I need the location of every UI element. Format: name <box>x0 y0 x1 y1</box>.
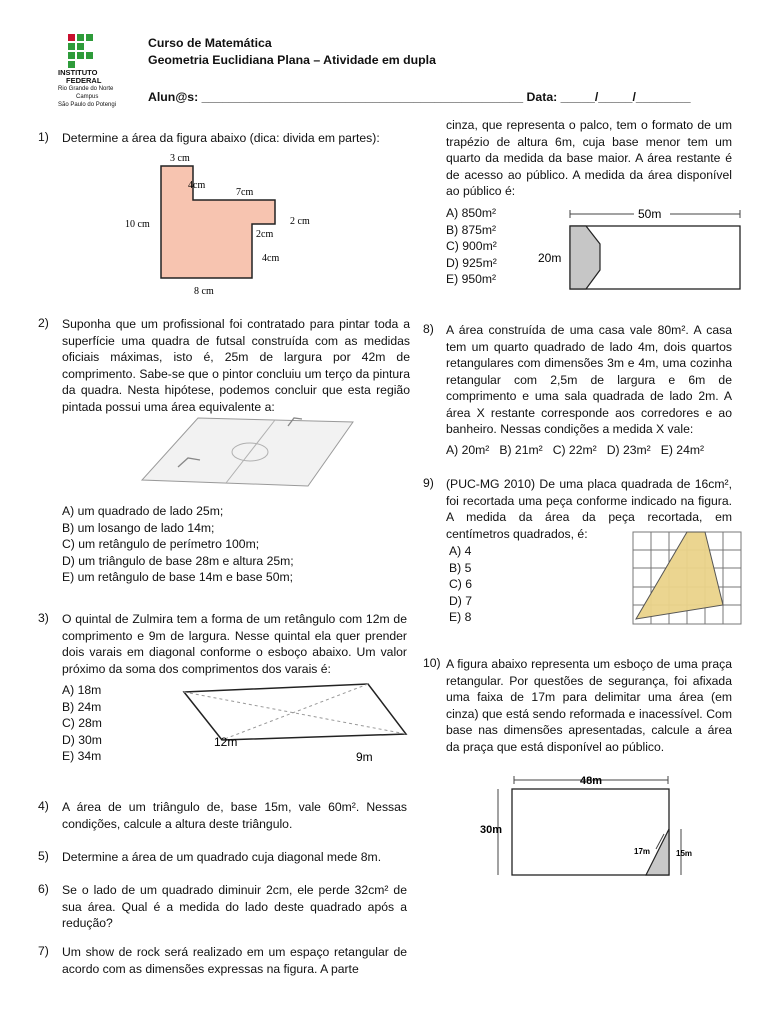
q9-grid-figure <box>632 531 744 627</box>
logo-line2: FEDERAL <box>66 76 102 85</box>
logo-text <box>58 69 138 109</box>
q9-number: 9) <box>423 476 434 490</box>
q8-option-e: E) 24m² <box>660 443 705 457</box>
q2-option-a: A) um quadrado de lado 25m; <box>62 504 224 518</box>
q9-option-d: D) 7 <box>449 593 473 608</box>
q3-label-len: 12m <box>214 735 238 749</box>
q8-text: A área construída de uma casa vale 80m². A casa tem um quarto quadrado de lado 4m, dois quartos retangulares com dimensões 3m e 4m, uma cozinha retangular com 2,5m de largura e 6m de comprimento e uma sala quadrada de lado 2m. A área X restante corresponde aos corredores e ao banheiro. Nessas condições a medida X vale: <box>446 323 732 436</box>
q5-number: 5) <box>38 849 49 863</box>
q3-option-a: A) 18m <box>62 683 102 697</box>
q9-option-a: A) 4 <box>449 544 472 558</box>
q7-options <box>446 205 497 288</box>
q4-number: 4) <box>38 799 49 813</box>
logo-line1: INSTITUTO <box>58 68 98 77</box>
institution-logo <box>48 32 144 114</box>
q6-number: 6) <box>38 882 49 896</box>
q2-number: 2) <box>38 316 49 330</box>
q9-option-c: C) 6 <box>449 577 473 591</box>
q5-text: Determine a área de um quadrado cuja diagonal mede 8m. <box>62 850 382 864</box>
q2-text: Suponha que um profissional foi contratado para pintar toda a superfície uma quadra de futsal construída com as medidas oficiais máximas, isto é, 25m de largura por 42m de comprimento. Sabe-se que o pintor concluiu um terço da pintura da quadra. Nesta hipótese, podemos concluir que esta região pintada possui uma área equivalente a: <box>62 317 410 414</box>
q1-label-c: 2 cm <box>290 216 310 227</box>
q1-figure <box>118 148 318 298</box>
q10-label-side: 15m <box>676 849 693 858</box>
q9-options <box>449 543 472 626</box>
q3-number: 3) <box>38 611 49 625</box>
q3-text: O quintal de Zulmira tem a forma de um retângulo com 12m de comprimento e 9m de largura. Nesse quintal ela quer prender dois varais em diagonal conforme o esboço abaixo. Um valor próximo da soma dos comprimentos dos varais é: <box>62 612 407 676</box>
q10-label-len: 48m <box>580 775 603 787</box>
q1-label-d: 2cm <box>256 229 274 240</box>
q3-option-c: C) 28m <box>62 716 102 730</box>
q7-number: 7) <box>38 944 49 958</box>
logo-line4: Campus <box>76 94 99 100</box>
q3-yard-figure <box>176 676 426 776</box>
q8-option-d: D) 23m² <box>606 443 651 457</box>
q1-text: Determine a área da figura abaixo (dica: divida em partes): <box>62 131 380 145</box>
subject-title: Geometria Euclidiana Plana – Atividade em dupla <box>148 53 436 67</box>
q4-text: A área de um triângulo de, base 15m, vale 60m². Nessas condições, calcule a altura deste triângulo. <box>62 800 407 831</box>
q1-label-left: 10 cm <box>125 219 150 230</box>
q10-label-wid: 30m <box>480 824 503 836</box>
q1-label-top: 3 cm <box>170 153 190 164</box>
q8-option-b: B) 21m² <box>499 443 543 457</box>
q10-number: 10) <box>423 656 441 670</box>
q7-option-e: E) 950m² <box>446 272 497 286</box>
q1-label-bottom: 8 cm <box>194 286 214 297</box>
q9-option-b: B) 5 <box>449 560 472 575</box>
q1-label-b: 7cm <box>236 187 254 198</box>
q7-option-d: D) 925m² <box>446 255 497 270</box>
q7-venue-figure <box>534 204 744 294</box>
q10-square-figure <box>476 772 720 882</box>
q3-option-e: E) 34m <box>62 749 102 763</box>
logo-line5: São Paulo do Potengi <box>58 102 117 108</box>
q3-option-b: B) 24m <box>62 699 102 714</box>
q6-text: Se o lado de um quadrado diminuir 2cm, ele perde 32cm² de sua área. Qual é a medida do lado deste quadrado após a redução? <box>62 883 407 930</box>
q9-text: (PUC-MG 2010) De uma placa quadrada de 16cm², foi recortada uma peça conforme indicado na figura. A medida da área da peça recortada, em centímetros quadrados, é: <box>446 477 732 541</box>
q7-option-a: A) 850m² <box>446 206 497 220</box>
q2-option-c: C) um retângulo de perímetro 100m; <box>62 537 260 551</box>
q2-option-b: B) um losango de lado 14m; <box>62 520 215 535</box>
q3-label-wid: 9m <box>356 750 373 764</box>
q2-options <box>62 503 294 586</box>
q7-text-start: Um show de rock será realizado em um espaço retangular de acordo com as dimensões expressas na figura. A parte <box>62 945 407 976</box>
q7-option-c: C) 900m² <box>446 239 497 253</box>
students-line: Alun@s: _______________________________________________ Data: _____/_____/________ <box>148 90 691 104</box>
q8-option-a: A) 20m² <box>446 443 490 457</box>
q8-options <box>446 442 714 459</box>
q3-options <box>62 682 102 765</box>
q2-option-e: E) um retângulo de base 14m e base 50m; <box>62 570 294 584</box>
q2-court-figure <box>138 412 358 492</box>
q2-option-d: D) um triângulo de base 28m e altura 25m; <box>62 553 294 568</box>
q10-label-hyp: 17m <box>634 847 651 856</box>
q3-option-d: D) 30m <box>62 732 102 747</box>
q8-option-c: C) 22m² <box>552 443 597 457</box>
q1-label-e: 4cm <box>262 253 280 264</box>
q7-label-wid: 20m <box>538 251 562 265</box>
q1-label-a: 4cm <box>188 180 206 191</box>
course-title: Curso de Matemática <box>148 36 272 50</box>
q9-option-e: E) 8 <box>449 610 472 624</box>
q7-option-b: B) 875m² <box>446 222 497 237</box>
q7-text-cont: cinza, que representa o palco, tem o formato de um trapézio de altura 6m, cuja base menor tem um quarto da medida da base maior. A área restante é de acesso ao público. A medida da área disponível ao público é: <box>446 118 732 198</box>
logo-line3: Rio Grande do Norte <box>58 86 114 92</box>
q8-number: 8) <box>423 322 434 336</box>
q10-text: A figura abaixo representa um esboço de uma praça retangular. Por questões de segurança, foi afixada uma faixa de 17m para delimitar uma área (em cinza) que está sendo reformada e inacessível. Com base nas dimensões apresentadas, calcule a área da praça que está disponível ao público. <box>446 657 732 754</box>
q7-label-len: 50m <box>638 207 662 221</box>
q1-number: 1) <box>38 130 49 144</box>
